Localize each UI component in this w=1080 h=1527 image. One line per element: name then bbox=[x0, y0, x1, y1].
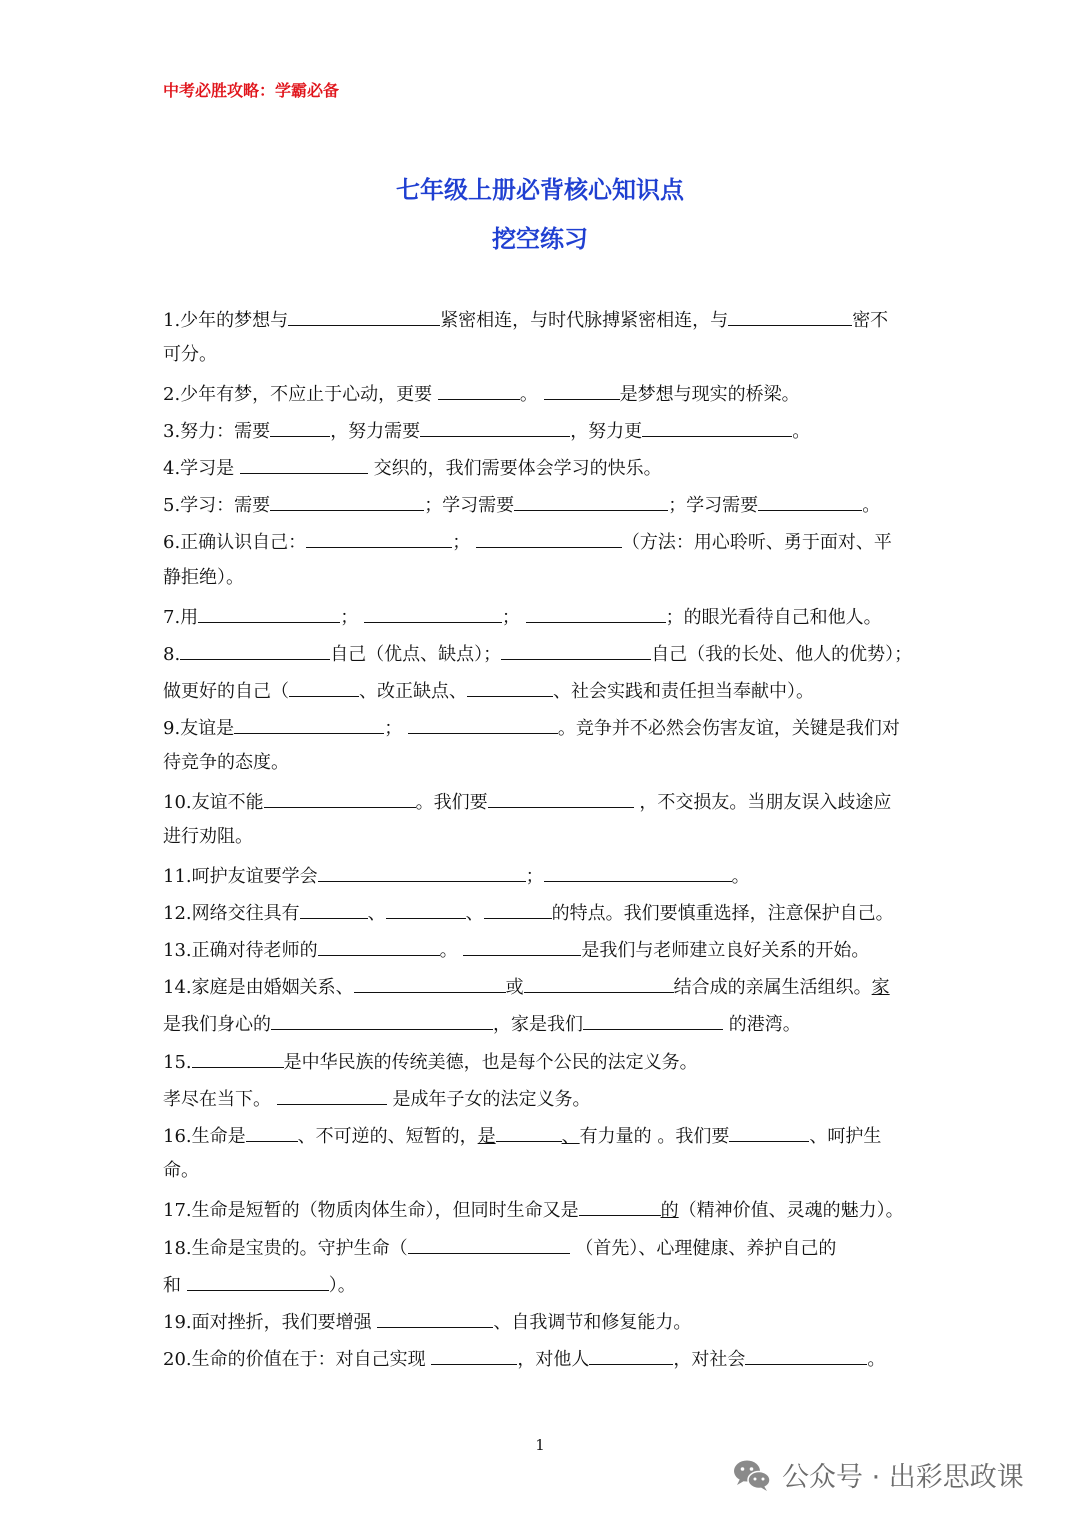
answer-blank[interactable] bbox=[729, 1122, 809, 1142]
question-16: 16.生命是 、不可逆的、短暂的，是 、有力量的 。我们要 、呵护生 bbox=[163, 1122, 923, 1149]
question-14: 14.家庭是由婚姻关系、 或 结合成的亲属生活组织。家 bbox=[163, 973, 923, 1000]
page-number: 1 bbox=[535, 1436, 545, 1454]
answer-blank[interactable] bbox=[246, 1122, 298, 1142]
question-10: 10.友谊不能 。我们要 ，不交损友。当朋友误入歧途应 bbox=[163, 788, 923, 815]
answer-blank[interactable] bbox=[544, 380, 620, 400]
question-5: 5.学习：需要 ；学习需要 ；学习需要 。 bbox=[163, 491, 923, 518]
question-18: 18.生命是宝贵的。守护生命（ （首先）、心理健康、养护自己的 bbox=[163, 1234, 923, 1261]
answer-blank[interactable] bbox=[306, 528, 452, 548]
answer-blank[interactable] bbox=[488, 788, 634, 808]
answer-blank[interactable] bbox=[234, 714, 384, 734]
answer-blank[interactable] bbox=[579, 1196, 661, 1216]
answer-blank[interactable] bbox=[288, 306, 440, 326]
question-11: 11.呵护友谊要学会 ； 。 bbox=[163, 862, 923, 889]
answer-blank[interactable] bbox=[484, 899, 552, 919]
answer-blank[interactable] bbox=[180, 640, 330, 660]
answer-blank[interactable] bbox=[354, 973, 506, 993]
question-3: 3.努力：需要 ，努力需要 ，努力更 。 bbox=[163, 417, 923, 444]
question-19: 19.面对挫折，我们要增强 、自我调节和修复能力。 bbox=[163, 1308, 923, 1335]
answer-blank[interactable] bbox=[524, 973, 674, 993]
answer-blank[interactable] bbox=[501, 640, 651, 660]
answer-blank[interactable] bbox=[463, 936, 581, 956]
answer-blank[interactable] bbox=[289, 677, 359, 697]
question-14-cont: 是我们身心的 ，家是我们 的港湾。 bbox=[163, 1010, 923, 1037]
answer-blank[interactable] bbox=[318, 936, 440, 956]
header-note: 中考必胜攻略：学霸必备 bbox=[163, 81, 340, 100]
answer-blank[interactable] bbox=[496, 1122, 562, 1142]
answer-blank[interactable] bbox=[728, 306, 852, 326]
question-17: 17.生命是短暂的（物质肉体生命），但同时生命又是 的（精神价值、灵魂的魅力）。 bbox=[163, 1196, 923, 1223]
answer-blank[interactable] bbox=[408, 714, 558, 734]
question-18-cont: 和 ）。 bbox=[163, 1271, 923, 1298]
question-2: 2.少年有梦，不应止于心动，更要 。 是梦想与现实的桥梁。 bbox=[163, 380, 923, 407]
answer-blank[interactable] bbox=[420, 417, 570, 437]
answer-blank[interactable] bbox=[300, 899, 368, 919]
question-8-cont: 做更好的自己（ 、改正缺点、 、社会实践和责任担当奉献中）。 bbox=[163, 677, 923, 704]
answer-blank[interactable] bbox=[270, 417, 330, 437]
answer-blank[interactable] bbox=[431, 1345, 517, 1365]
question-10-cont: 进行劝阻。 bbox=[163, 826, 253, 847]
answer-blank[interactable] bbox=[476, 528, 622, 548]
watermark-text: 公众号 · 出彩思政课 bbox=[782, 1462, 1024, 1493]
answer-blank[interactable] bbox=[271, 1010, 493, 1030]
answer-blank[interactable] bbox=[758, 491, 862, 511]
question-15-cont: 孝尽在当下。 是成年子女的法定义务。 bbox=[163, 1085, 923, 1112]
question-12: 12.网络交往具有 、 、 的特点。我们要慎重选择，注意保护自己。 bbox=[163, 899, 923, 926]
answer-blank[interactable] bbox=[198, 603, 340, 623]
answer-blank[interactable] bbox=[386, 899, 466, 919]
watermark bbox=[732, 1455, 1024, 1494]
question-1: 1.少年的梦想与 紧密相连，与时代脉搏紧密相连，与 密不 bbox=[163, 306, 923, 333]
page-subtitle: 挖空练习 bbox=[492, 224, 588, 253]
answer-blank[interactable] bbox=[745, 1345, 867, 1365]
answer-blank[interactable] bbox=[467, 677, 553, 697]
answer-blank[interactable] bbox=[589, 1345, 673, 1365]
question-15: 15. 是中华民族的传统美德，也是每个公民的法定义务。 bbox=[163, 1048, 923, 1075]
question-16-cont: 命。 bbox=[163, 1160, 199, 1181]
question-7: 7.用 ； ； ；的眼光看待自己和他人。 bbox=[163, 603, 923, 630]
answer-blank[interactable] bbox=[438, 380, 520, 400]
answer-blank[interactable] bbox=[377, 1308, 493, 1328]
page-title: 七年级上册必背核心知识点 bbox=[396, 175, 684, 204]
question-6: 6.正确认识自己： ； （方法：用心聆听、勇于面对、平 bbox=[163, 528, 923, 555]
answer-blank[interactable] bbox=[408, 1234, 570, 1254]
answer-blank[interactable] bbox=[264, 788, 416, 808]
answer-blank[interactable] bbox=[270, 491, 424, 511]
answer-blank[interactable] bbox=[240, 454, 368, 474]
question-20: 20.生命的价值在于：对自己实现 ，对他人 ，对社会 。 bbox=[163, 1345, 923, 1372]
question-1-cont: 可分。 bbox=[163, 344, 217, 365]
question-8: 8. 自己（优点、缺点）； 自己（我的长处、他人的优势）； bbox=[163, 640, 923, 667]
answer-blank[interactable] bbox=[277, 1085, 387, 1105]
question-9: 9.友谊是 ； 。竞争并不必然会伤害友谊，关键是我们对 bbox=[163, 714, 923, 741]
question-6-cont: 静拒绝）。 bbox=[163, 567, 244, 588]
answer-blank[interactable] bbox=[583, 1010, 723, 1030]
question-4: 4.学习是 交织的，我们需要体会学习的快乐。 bbox=[163, 454, 923, 481]
answer-blank[interactable] bbox=[364, 603, 502, 623]
wechat-icon bbox=[732, 1458, 772, 1492]
answer-blank[interactable] bbox=[187, 1271, 329, 1291]
answer-blank[interactable] bbox=[514, 491, 668, 511]
answer-blank[interactable] bbox=[318, 862, 526, 882]
answer-blank[interactable] bbox=[192, 1048, 284, 1068]
question-9-cont: 待竞争的态度。 bbox=[163, 752, 289, 773]
answer-blank[interactable] bbox=[544, 862, 732, 882]
question-13: 13.正确对待老师的 。 是我们与老师建立良好关系的开始。 bbox=[163, 936, 923, 963]
answer-blank[interactable] bbox=[526, 603, 666, 623]
answer-blank[interactable] bbox=[642, 417, 792, 437]
